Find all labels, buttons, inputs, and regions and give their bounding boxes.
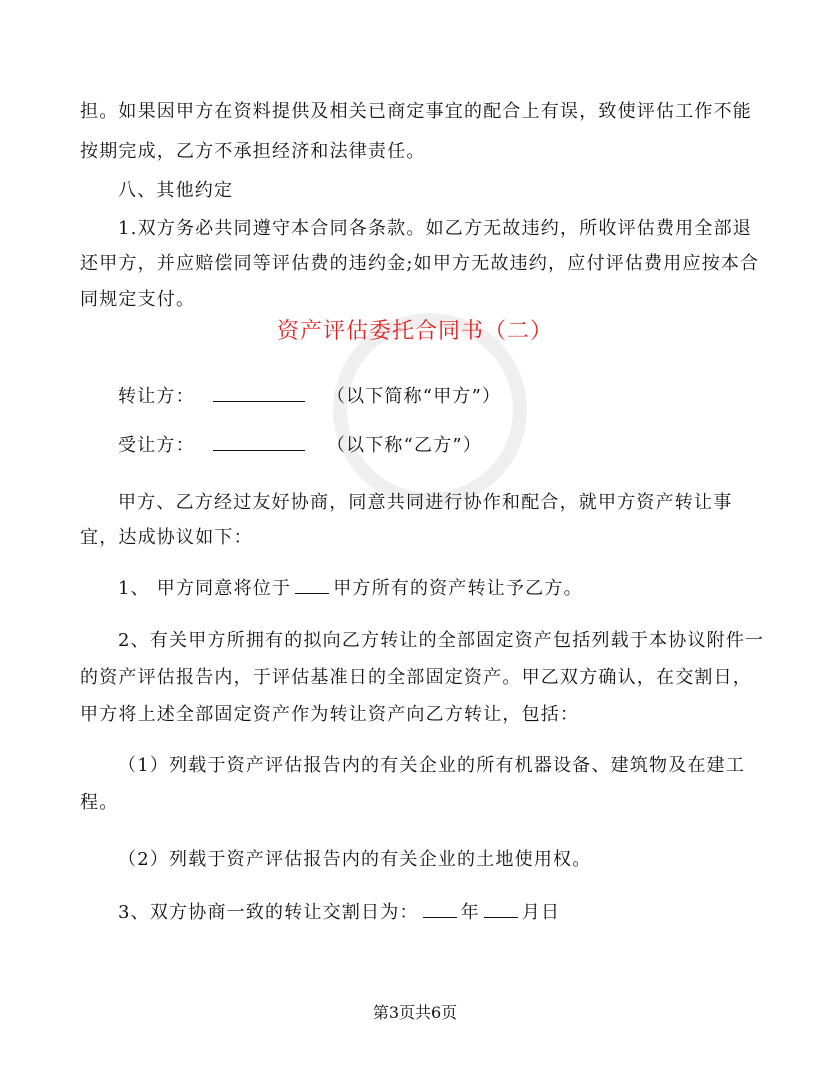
paragraph-line: 宜，达成协议如下： xyxy=(80,527,253,548)
paragraph-line: （1）列载于资产评估报告内的有关企业的所有机器设备、建筑物及在建工 xyxy=(118,755,746,776)
document-title: 资产评估委托合同书（二） xyxy=(276,319,553,344)
month-blank xyxy=(484,916,518,918)
clause-3-text: 3、双方协商一致的转让交割日为： xyxy=(118,902,419,923)
clause-1-text: 甲方所有的资产转让予乙方。 xyxy=(333,578,583,599)
paragraph-line: 同规定支付。 xyxy=(80,289,196,310)
clause-1 xyxy=(118,574,583,600)
year-label: 年 xyxy=(460,902,480,923)
section-heading: 八、其他约定 xyxy=(118,180,234,201)
paragraph-line: 的资产评估报告内，于评估基准日的全部固定资产。甲乙双方确认，在交割日， xyxy=(80,667,752,688)
transferee-note: （以下称“乙方”） xyxy=(326,435,483,456)
year-blank xyxy=(423,916,457,918)
page-footer: 第3页共6页 xyxy=(372,1003,458,1022)
month-day-label: 月日 xyxy=(521,902,561,923)
transferee-line xyxy=(118,431,482,457)
clause-1-text: 1、 甲方同意将位于 xyxy=(118,578,292,599)
paragraph-line: 甲方将上述全部固定资产作为转让资产向乙方转让，包括： xyxy=(80,704,580,725)
paragraph-line: 1.双方务必共同遵守本合同各条款。如乙方无故违约，所收评估费用全部退 xyxy=(118,218,752,239)
paragraph-line: 还甲方，并应赔偿同等评估费的违约金;如甲方无故违约，应付评估费用应按本合 xyxy=(80,253,760,274)
paragraph-line: 程。 xyxy=(80,792,119,813)
paragraph-line: 担。如果因甲方在资料提供及相关已商定事宜的配合上有误，致使评估工作不能 xyxy=(80,101,752,122)
transferee-label: 受让方： xyxy=(118,435,195,456)
paragraph-line: 2、有关甲方所拥有的拟向乙方转让的全部固定资产包括列载于本协议附件一 xyxy=(118,630,765,651)
transferee-blank xyxy=(213,449,305,451)
transferor-note: （以下简称“甲方”） xyxy=(326,386,502,407)
clause-3 xyxy=(118,898,560,924)
paragraph-line: （2）列载于资产评估报告内的有关企业的土地使用权。 xyxy=(118,849,592,870)
location-blank xyxy=(295,592,329,594)
transferor-line xyxy=(118,382,501,408)
transferor-blank xyxy=(213,400,305,402)
paragraph-line: 按期完成，乙方不承担经济和法律责任。 xyxy=(80,141,426,162)
transferor-label: 转让方： xyxy=(118,386,195,407)
paragraph-line: 甲方、乙方经过友好协商，同意共同进行协作和配合，就甲方资产转让事 xyxy=(118,492,733,513)
